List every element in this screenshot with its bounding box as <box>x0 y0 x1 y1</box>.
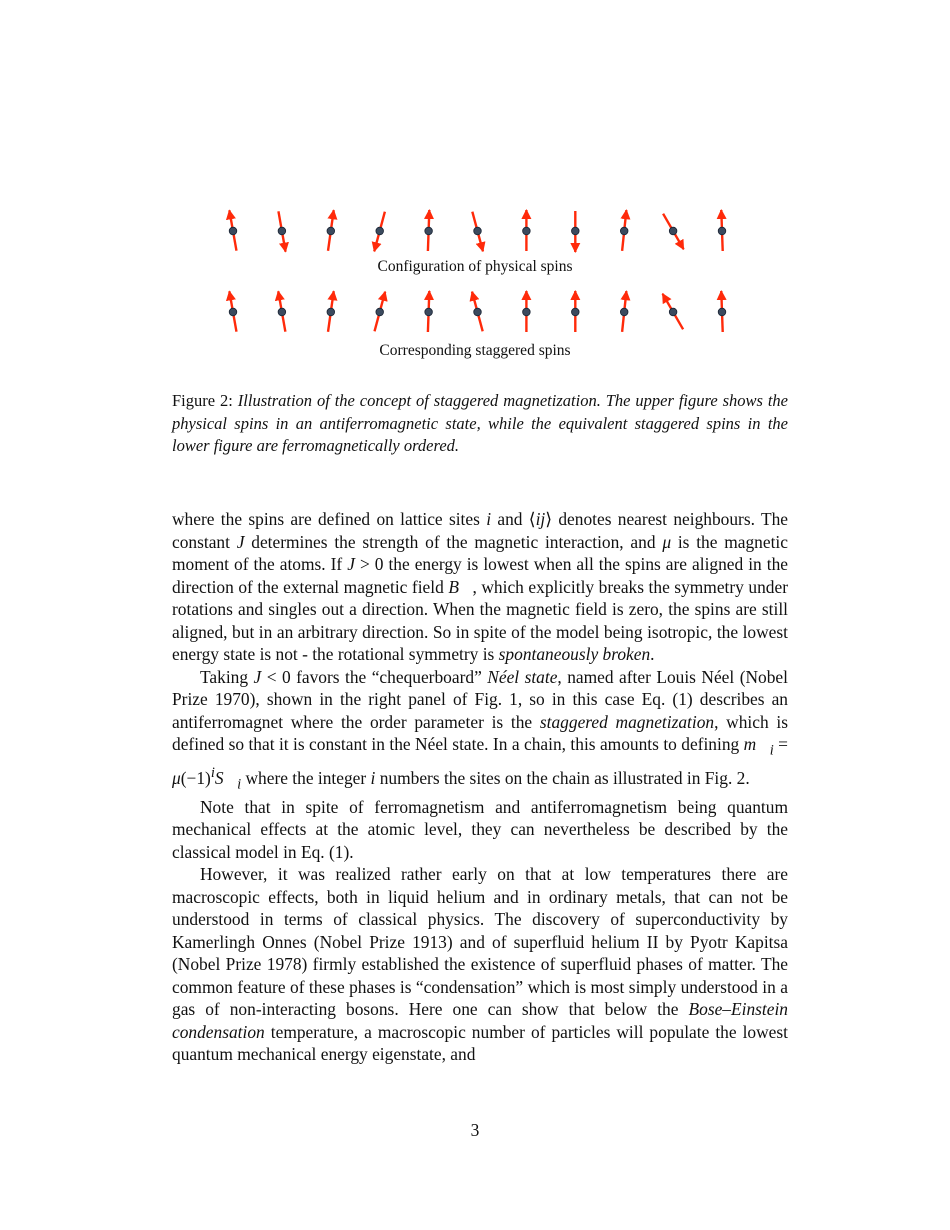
upper-spin-site-6 <box>474 227 482 235</box>
paragraph-3: Note that in spite of ferromagnetism and antiferromagnetism being quantum mechanical effects at the atomic level, they can nevertheless be described by the classical model in Eq. (1). <box>172 796 788 862</box>
lower-figure-label: Corresponding staggered spins <box>379 342 571 359</box>
lower-spin-site-7 <box>523 308 531 316</box>
upper-spin-site-2 <box>278 227 286 235</box>
paragraph-1: where the spins are defined on lattice sites i and ⟨ij⟩ denotes nearest neighbours. The constant J determines the strength of the magnetic interaction, and μ is the magnetic moment of the atoms. If J > 0 the energy is lowest when all the spins are aligned in the direction of the external magnetic field B⃗, which explicitly breaks the symmetry under rotations and singles out a direction. When the magnetic field is zero, the spins are still aligned, but in an arbitrary direction. So in spite of the model being isotropic, the lowest energy state is not - the rotational symmetry is spontaneously broken. <box>172 509 788 664</box>
figure-caption <box>172 390 788 458</box>
caption-label: Figure 2: <box>172 391 233 410</box>
upper-spin-site-5 <box>425 227 433 235</box>
lower-spin-site-11 <box>718 308 726 316</box>
upper-spin-site-4 <box>376 227 384 235</box>
lower-spin-site-3 <box>327 308 335 316</box>
lower-spin-site-4 <box>376 308 384 316</box>
upper-spin-site-10 <box>669 227 677 235</box>
lower-spin-site-8 <box>572 308 580 316</box>
paragraph-2: Taking J < 0 favors the “chequerboard” Néel state, named after Louis Néel (Nobel Prize 1970), shown in the right panel of Fig. 1, so in this case Eq. (1) describes an antiferromagnet where the order parameter is the staggered magnetization, which is defined so that it is constant in the Néel state. In a chain, this amounts to defining $m⃗_i$ = $\mu(-1)^iS⃗_i$ where the integer i numbers the sites on the chain as illustrated in Fig. 2. <box>172 666 788 793</box>
upper-figure-label: Configuration of physical spins <box>377 258 573 275</box>
page-number: 3 <box>470 1120 480 1140</box>
caption-text: Illustration of the concept of staggered magnetization. The upper figure shows the physical spins in an antiferromagnetic state, while the equivalent staggered spins in the lower figure are ferromagnetically ordered. <box>172 391 788 455</box>
paragraph-4: However, it was realized rather early on that at low temperatures there are macroscopic effects, both in liquid helium and in ordinary metals, that can not be understood in terms of classical physics. The discovery of superconductivity by Kamerlingh Onnes (Nobel Prize 1913) and of superfluid helium II by Pyotr Kapitsa (Nobel Prize 1978) firmly established the existence of superfluid phases of matter. The common feature of these phases is “condensation” which is most simply understood in a gas of non-interacting bosons. Here one can show that below the Bose–Einstein condensation temperature, a macroscopic number of particles will populate the lowest quantum mechanical energy eigenstate, and <box>172 864 788 1065</box>
body-text <box>172 508 788 1066</box>
upper-spin-row <box>229 210 726 252</box>
lower-spin-site-10 <box>669 308 677 316</box>
upper-spin-site-7 <box>523 227 531 235</box>
lower-spin-site-1 <box>229 308 237 316</box>
lower-spin-site-9 <box>620 308 628 316</box>
upper-spin-site-8 <box>572 227 580 235</box>
upper-spin-site-3 <box>327 227 335 235</box>
upper-spin-site-1 <box>229 227 237 235</box>
lower-spin-row <box>229 291 726 332</box>
lower-spin-site-5 <box>425 308 433 316</box>
lower-spin-site-2 <box>278 308 286 316</box>
upper-spin-site-11 <box>718 227 726 235</box>
spin-chain-figure <box>0 0 950 380</box>
upper-spin-site-9 <box>620 227 628 235</box>
lower-spin-site-6 <box>474 308 482 316</box>
